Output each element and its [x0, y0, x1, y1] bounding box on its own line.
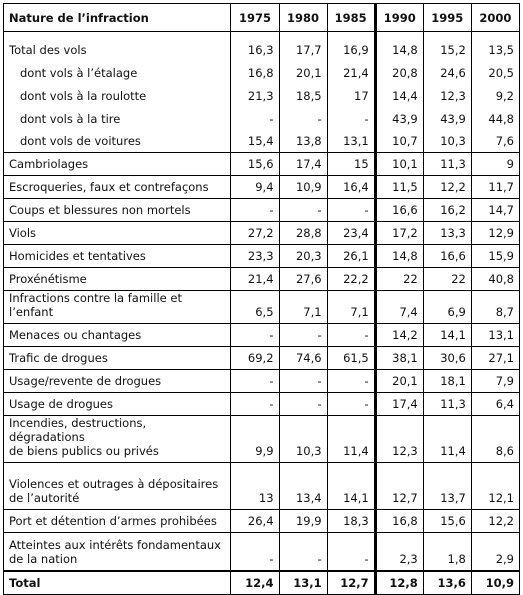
- cell-1980: 10,9: [279, 176, 327, 199]
- row-label-line: Atteintes aux intérêts fondamentaux: [9, 537, 221, 552]
- row-label: Total: [4, 571, 231, 595]
- cell-1975: -: [231, 533, 279, 571]
- cell-1980: -: [279, 199, 327, 222]
- table-row: [4, 84, 520, 107]
- table-body: [4, 32, 520, 595]
- cell-1980: 27,6: [279, 268, 327, 291]
- table-row: [4, 176, 520, 199]
- cell-1990: 10,1: [375, 153, 423, 176]
- cell-1980: 13,1: [279, 571, 327, 595]
- cell-1990: 43,9: [375, 107, 423, 130]
- cell-2000: 7,6: [471, 130, 519, 153]
- header-cell-1985: 1985: [327, 4, 375, 32]
- cell-1985: -: [327, 199, 375, 222]
- cell-1995: 13,6: [423, 571, 471, 595]
- cell-1980: 17,4: [279, 153, 327, 176]
- cell-1985: 16,4: [327, 176, 375, 199]
- cell-1995: 13,3: [423, 222, 471, 245]
- cell-1995: 15,2: [423, 32, 471, 61]
- cell-1985: -: [327, 370, 375, 393]
- row-label: Usage de drogues: [4, 393, 231, 416]
- cell-1985: -: [327, 393, 375, 416]
- cell-1995: 13,7: [423, 463, 471, 510]
- cell-1990: 12,8: [375, 571, 423, 595]
- cell-1980: 7,1: [279, 291, 327, 324]
- table-row: [4, 153, 520, 176]
- cell-2000: 10,9: [471, 571, 519, 595]
- cell-1990: 16,8: [375, 510, 423, 533]
- cell-1985: 23,4: [327, 222, 375, 245]
- cell-1985: -: [327, 107, 375, 130]
- row-label-line: Incendies, destructions, dégradations: [9, 416, 147, 444]
- total-row: [4, 571, 520, 595]
- table-row: [4, 245, 520, 268]
- cell-2000: 6,4: [471, 393, 519, 416]
- cell-1975: -: [231, 393, 279, 416]
- row-label: [4, 533, 231, 571]
- cell-1990: 12,3: [375, 416, 423, 463]
- cell-2000: 8,6: [471, 416, 519, 463]
- row-label: Proxénétisme: [4, 268, 231, 291]
- table-row: [4, 268, 520, 291]
- cell-1985: 11,4: [327, 416, 375, 463]
- cell-1995: 30,6: [423, 347, 471, 370]
- cell-2000: 12,1: [471, 463, 519, 510]
- cell-1980: 10,3: [279, 416, 327, 463]
- row-label: Viols: [4, 222, 231, 245]
- table-row: [4, 393, 520, 416]
- cell-1975: 15,6: [231, 153, 279, 176]
- cell-1985: 12,7: [327, 571, 375, 595]
- cell-1975: -: [231, 107, 279, 130]
- cell-1990: 14,8: [375, 245, 423, 268]
- cell-1995: 11,3: [423, 393, 471, 416]
- header-cell-1975: 1975: [231, 4, 279, 32]
- cell-1975: 9,4: [231, 176, 279, 199]
- cell-1980: 19,9: [279, 510, 327, 533]
- cell-1990: 11,5: [375, 176, 423, 199]
- table-row: [4, 370, 520, 393]
- table-row: [4, 347, 520, 370]
- cell-2000: 8,7: [471, 291, 519, 324]
- cell-1995: 14,1: [423, 324, 471, 347]
- cell-1975: 23,3: [231, 245, 279, 268]
- cell-1995: 15,6: [423, 510, 471, 533]
- cell-1990: 12,7: [375, 463, 423, 510]
- cell-1975: -: [231, 324, 279, 347]
- table-row: [4, 416, 520, 463]
- cell-1985: 13,1: [327, 130, 375, 153]
- cell-1985: 16,9: [327, 32, 375, 61]
- cell-1980: 17,7: [279, 32, 327, 61]
- row-label: Trafic de drogues: [4, 347, 231, 370]
- table-row: [4, 61, 520, 84]
- cell-2000: 15,9: [471, 245, 519, 268]
- cell-1980: 20,3: [279, 245, 327, 268]
- cell-2000: 13,1: [471, 324, 519, 347]
- table-row: [4, 510, 520, 533]
- cell-1990: 17,4: [375, 393, 423, 416]
- cell-1995: 24,6: [423, 61, 471, 84]
- cell-1980: -: [279, 324, 327, 347]
- cell-2000: 20,5: [471, 61, 519, 84]
- cell-2000: 27,1: [471, 347, 519, 370]
- row-label: Coups et blessures non mortels: [4, 199, 231, 222]
- cell-1985: -: [327, 324, 375, 347]
- cell-1975: 6,5: [231, 291, 279, 324]
- header-cell-2000: 2000: [471, 4, 519, 32]
- cell-1980: 13,4: [279, 463, 327, 510]
- cell-2000: 44,8: [471, 107, 519, 130]
- cell-1990: 2,3: [375, 533, 423, 571]
- row-label-line: de biens publics ou privés: [9, 444, 159, 458]
- cell-1975: 27,2: [231, 222, 279, 245]
- cell-1975: 21,4: [231, 268, 279, 291]
- header-cell-1980: 1980: [279, 4, 327, 32]
- cell-1980: 74,6: [279, 347, 327, 370]
- cell-1985: 7,1: [327, 291, 375, 324]
- cell-1995: 22: [423, 268, 471, 291]
- header-cell-1990: 1990: [375, 4, 423, 32]
- cell-1985: 61,5: [327, 347, 375, 370]
- table-row: [4, 130, 520, 153]
- table-container: [3, 3, 520, 595]
- table-row: [4, 199, 520, 222]
- cell-1985: -: [327, 533, 375, 571]
- header-cell-label: Nature de l’infraction: [4, 4, 231, 32]
- cell-1990: 14,8: [375, 32, 423, 61]
- row-label-line: de la nation: [9, 551, 78, 566]
- row-label: [4, 416, 231, 463]
- cell-1990: 14,2: [375, 324, 423, 347]
- row-label: dont vols à l’étalage: [4, 61, 231, 84]
- cell-1975: -: [231, 370, 279, 393]
- row-label: Menaces ou chantages: [4, 324, 231, 347]
- table-row: [4, 222, 520, 245]
- row-label: dont vols de voitures: [4, 130, 231, 153]
- cell-1985: 18,3: [327, 510, 375, 533]
- cell-2000: 12,9: [471, 222, 519, 245]
- cell-1995: 6,9: [423, 291, 471, 324]
- table-row: [4, 324, 520, 347]
- cell-1980: 18,5: [279, 84, 327, 107]
- table-row: [4, 291, 520, 324]
- row-label: Homicides et tentatives: [4, 245, 231, 268]
- cell-2000: 11,7: [471, 176, 519, 199]
- cell-2000: 12,2: [471, 510, 519, 533]
- cell-1975: 16,3: [231, 32, 279, 61]
- cell-1990: 14,4: [375, 84, 423, 107]
- row-label: [4, 463, 231, 510]
- cell-1985: 15: [327, 153, 375, 176]
- cell-1995: 11,4: [423, 416, 471, 463]
- cell-1995: 10,3: [423, 130, 471, 153]
- cell-1975: 15,4: [231, 130, 279, 153]
- cell-1975: 69,2: [231, 347, 279, 370]
- cell-2000: 14,7: [471, 199, 519, 222]
- header-row: [4, 4, 520, 32]
- data-table: [3, 3, 520, 595]
- table-row: [4, 533, 520, 571]
- cell-1995: 12,3: [423, 84, 471, 107]
- cell-2000: 40,8: [471, 268, 519, 291]
- cell-1995: 16,6: [423, 245, 471, 268]
- header-cell-1995: 1995: [423, 4, 471, 32]
- row-label: Escroqueries, faux et contrefaçons: [4, 176, 231, 199]
- row-label: Cambriolages: [4, 153, 231, 176]
- cell-1980: 20,1: [279, 61, 327, 84]
- cell-2000: 9: [471, 153, 519, 176]
- cell-1985: 14,1: [327, 463, 375, 510]
- cell-1995: 18,1: [423, 370, 471, 393]
- row-label: dont vols à la tire: [4, 107, 231, 130]
- table-row: [4, 107, 520, 130]
- table-row: [4, 463, 520, 510]
- cell-1990: 7,4: [375, 291, 423, 324]
- cell-1975: 13: [231, 463, 279, 510]
- cell-1975: 16,8: [231, 61, 279, 84]
- cell-1990: 20,1: [375, 370, 423, 393]
- cell-1975: 9,9: [231, 416, 279, 463]
- row-label: Port et détention d’armes prohibées: [4, 510, 231, 533]
- row-label-line: Violences et outrages à dépositaires: [9, 477, 219, 491]
- row-label: dont vols à la roulotte: [4, 84, 231, 107]
- cell-1990: 38,1: [375, 347, 423, 370]
- cell-1990: 17,2: [375, 222, 423, 245]
- cell-1990: 22: [375, 268, 423, 291]
- table-header: [4, 4, 520, 32]
- cell-1980: -: [279, 107, 327, 130]
- cell-1990: 16,6: [375, 199, 423, 222]
- cell-1995: 16,2: [423, 199, 471, 222]
- cell-2000: 7,9: [471, 370, 519, 393]
- cell-1980: 28,8: [279, 222, 327, 245]
- cell-1985: 17: [327, 84, 375, 107]
- cell-1990: 20,8: [375, 61, 423, 84]
- row-label: Infractions contre la famille et l’enfant: [4, 291, 231, 324]
- cell-1980: -: [279, 370, 327, 393]
- cell-1995: 11,3: [423, 153, 471, 176]
- cell-1985: 22,2: [327, 268, 375, 291]
- cell-1995: 1,8: [423, 533, 471, 571]
- cell-2000: 13,5: [471, 32, 519, 61]
- cell-1990: 10,7: [375, 130, 423, 153]
- cell-1980: -: [279, 533, 327, 571]
- row-label: Usage/revente de drogues: [4, 370, 231, 393]
- cell-1985: 26,1: [327, 245, 375, 268]
- cell-1975: 12,4: [231, 571, 279, 595]
- cell-1975: 21,3: [231, 84, 279, 107]
- cell-1980: -: [279, 393, 327, 416]
- cell-1985: 21,4: [327, 61, 375, 84]
- cell-1975: -: [231, 199, 279, 222]
- row-label: Total des vols: [4, 32, 231, 61]
- cell-2000: 2,9: [471, 533, 519, 571]
- cell-1980: 13,8: [279, 130, 327, 153]
- cell-1995: 43,9: [423, 107, 471, 130]
- cell-1995: 12,2: [423, 176, 471, 199]
- cell-1975: 26,4: [231, 510, 279, 533]
- cell-2000: 9,2: [471, 84, 519, 107]
- row-label-line: de l’autorité: [9, 491, 80, 505]
- table-row: [4, 32, 520, 61]
